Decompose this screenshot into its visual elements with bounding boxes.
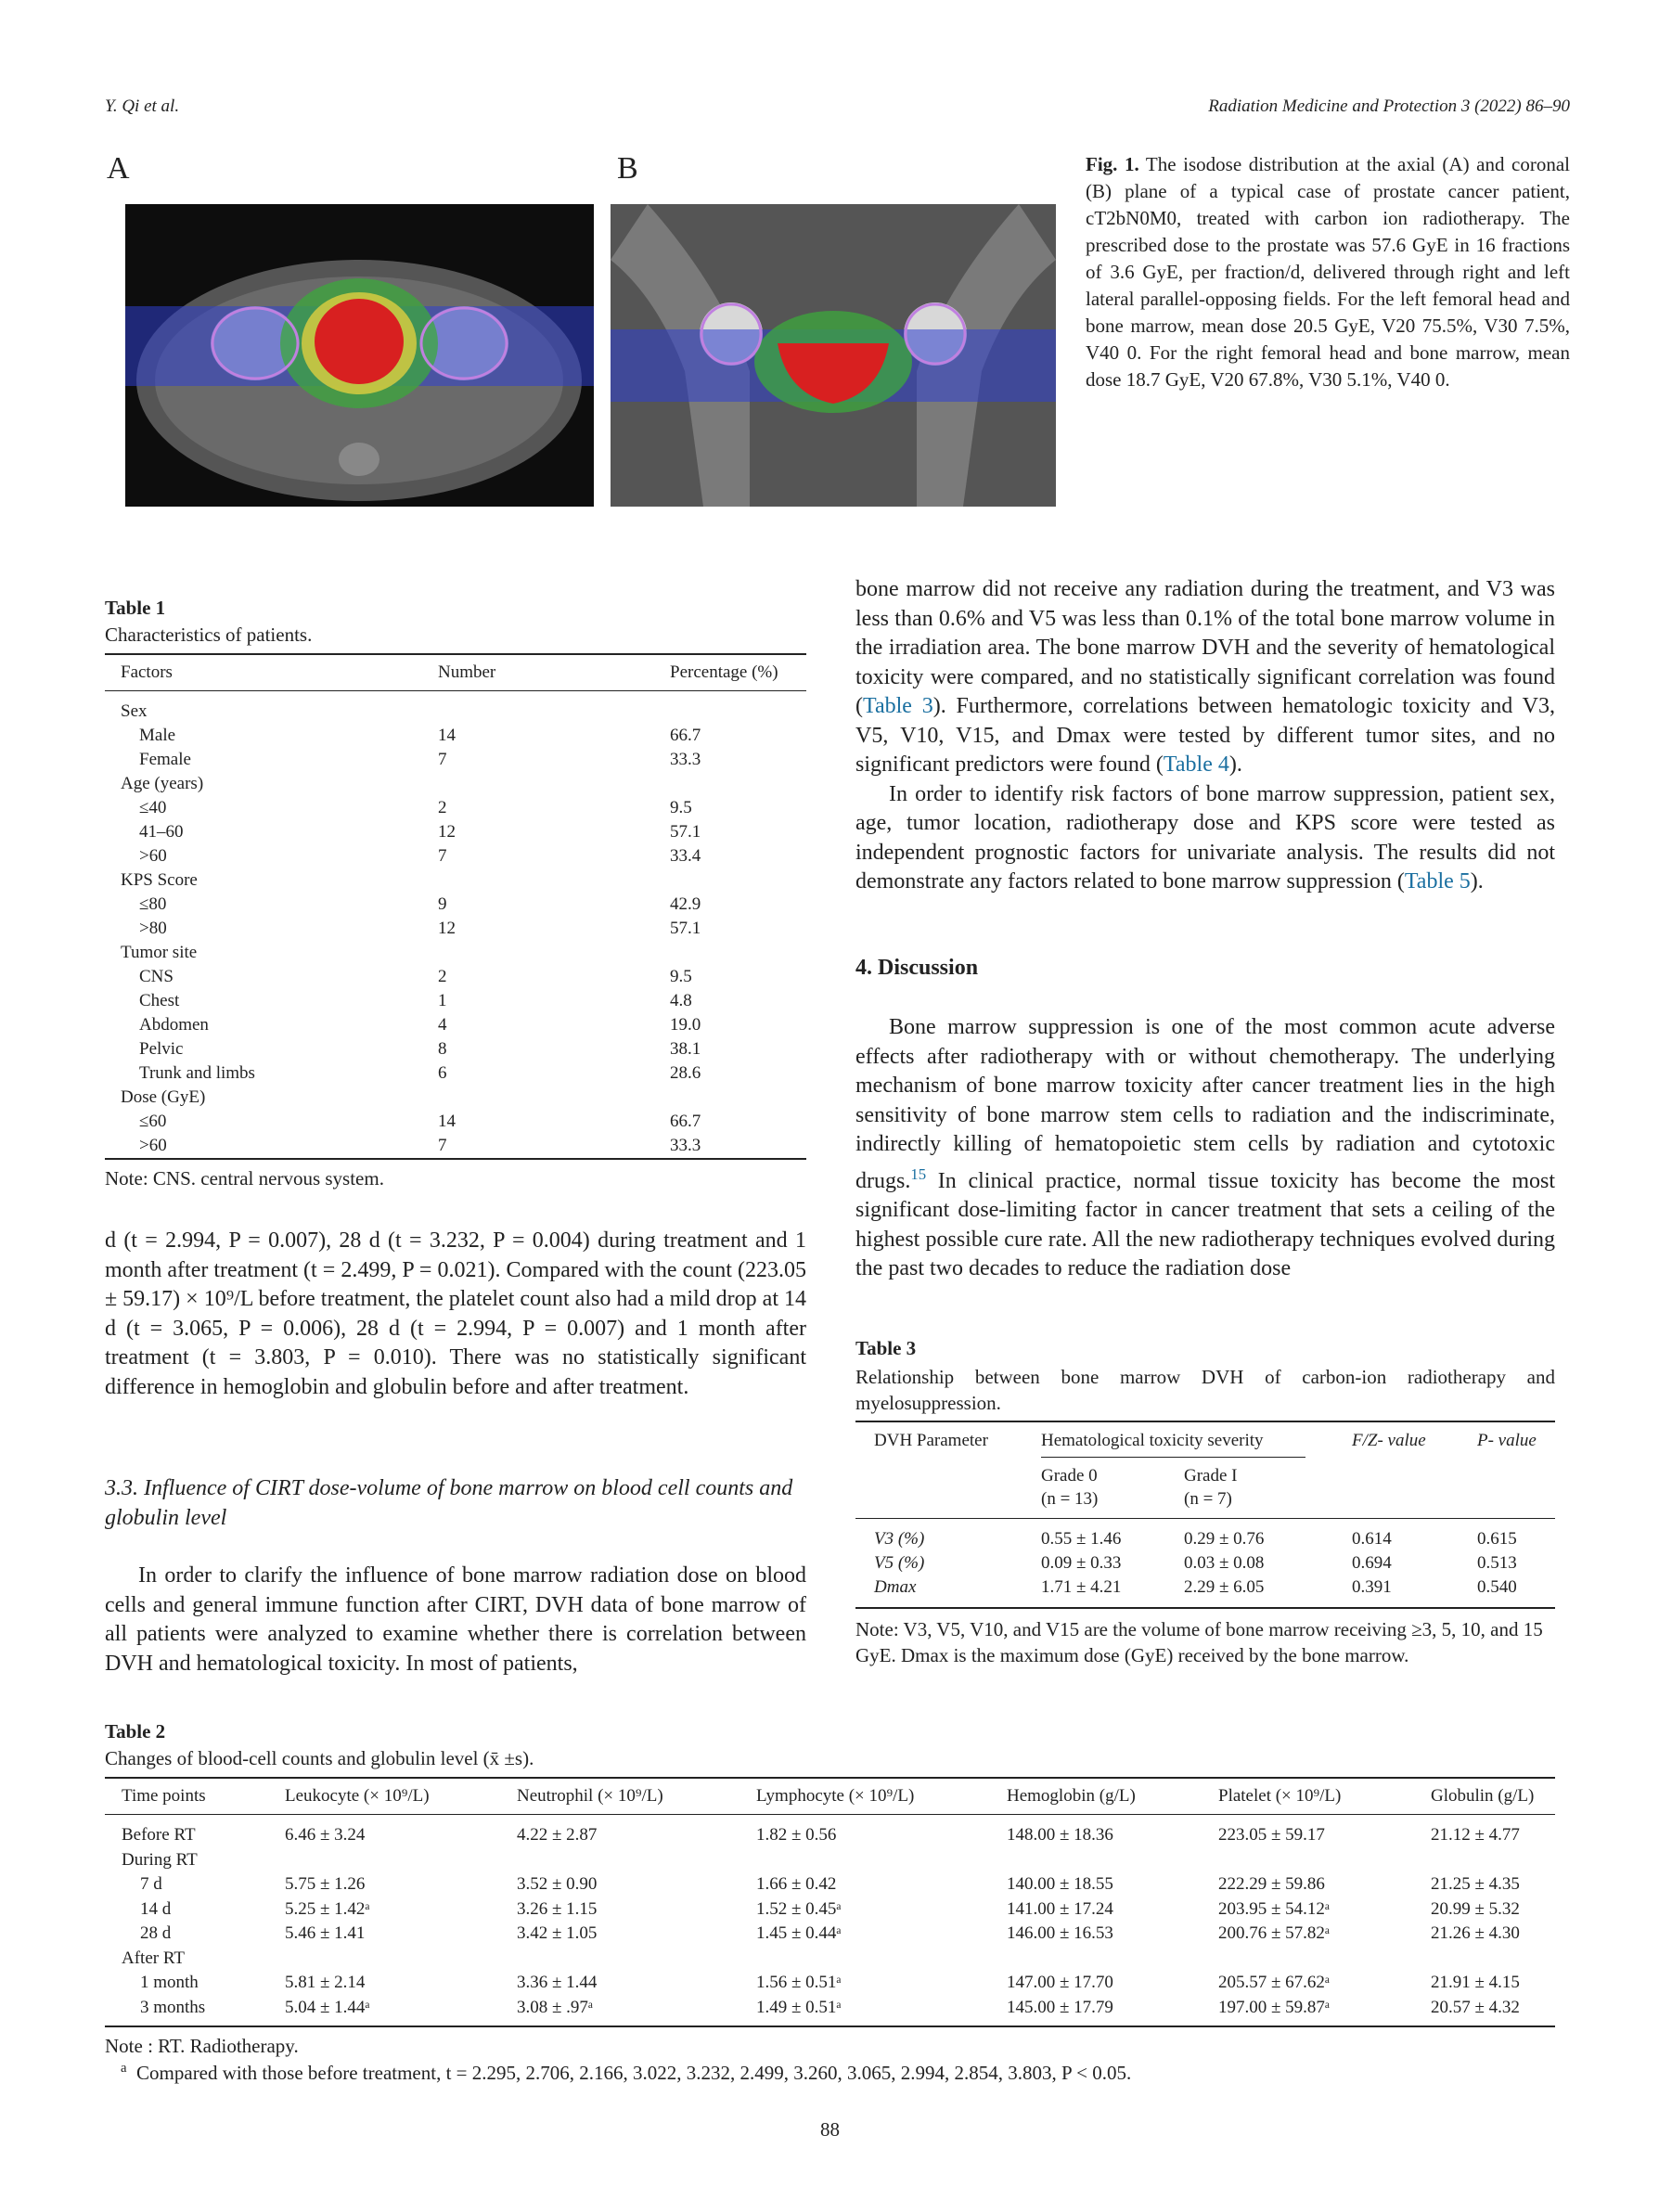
table1-cell: ≤60 <box>139 1112 167 1131</box>
table1-cell: 12 <box>438 822 456 842</box>
table2-rule-header <box>105 1814 1555 1815</box>
table1-cell: Male <box>139 726 176 745</box>
table1-cell: 14 <box>438 726 456 745</box>
table1-cell: 66.7 <box>670 726 701 745</box>
table2-cell: After RT <box>122 1948 185 1968</box>
table2-cell: 5.04 ± 1.44ᵃ <box>285 1997 370 2017</box>
right-p1-text-a: bone marrow did not receive any radiation during the treatment, and V3 was less than 0.6% and V5 was less than 0.1% of the total bone marrow volume in the irradiation area. The bone marrow DVH and the severity of hematological toxicity were compared, and no statistically significant correlation was found ( <box>855 577 1555 718</box>
table2-cell: 147.00 ± 17.70 <box>1007 1973 1113 1992</box>
table3-cell: 0.29 ± 0.76 <box>1184 1529 1265 1549</box>
right-paragraph-3-block <box>855 1013 1555 1284</box>
table2-cell: 200.76 ± 57.82ᵃ <box>1218 1923 1331 1943</box>
table2-cell: 146.00 ± 16.53 <box>1007 1923 1113 1943</box>
table1-cell: CNS <box>139 967 174 986</box>
table3-rule-header <box>855 1518 1555 1519</box>
table2-cell: 1 month <box>140 1973 199 1992</box>
table2-cell: 141.00 ± 17.24 <box>1007 1898 1113 1919</box>
table2-header-cell: Neutrophil (× 10⁹/L) <box>517 1786 663 1806</box>
table1-cell: 1 <box>438 991 447 1010</box>
right-p3-text-a: Bone marrow suppression is one of the most common acute adverse effects after radiotherapy with or without chemotherapy. The underlying mechanism of bone marrow toxicity after cancer treatment lies in the high sensitivity of bone marrow stem cells to radiation and the indiscriminate, indirectly killing of hematopoietic stem cells by radiation and cytotoxic drugs. <box>855 1015 1555 1193</box>
right-column-text <box>855 575 1555 897</box>
table1-cell: 7 <box>438 750 447 769</box>
table2-cell: 5.81 ± 2.14 <box>285 1973 366 1992</box>
table1-cell: ≤80 <box>139 894 167 914</box>
table1-cell: 2 <box>438 798 447 817</box>
table1-note: Note: CNS. central nervous system. <box>105 1167 384 1190</box>
table3-cell: 0.55 ± 1.46 <box>1041 1529 1122 1549</box>
table3-cell: 0.540 <box>1477 1577 1517 1597</box>
table2-note-2-text: Compared with those before treatment, t = 2.295, 2.706, 2.166, 3.022, 3.232, 2.499, 3.260, 3.065, 2.994, 2.854, 3.803, P < 0.05. <box>136 2062 1132 2084</box>
table2-cell: 1.45 ± 0.44ᵃ <box>756 1923 842 1943</box>
table3-cell: 1.71 ± 4.21 <box>1041 1577 1122 1597</box>
reference-15-link[interactable]: 15 <box>910 1164 927 1183</box>
right-paragraph-1 <box>855 575 1555 780</box>
table2-cell: 145.00 ± 17.79 <box>1007 1997 1113 2017</box>
table3-rule-bottom <box>855 1607 1555 1609</box>
table2-cell: 5.25 ± 1.42ᵃ <box>285 1898 370 1919</box>
table4-link[interactable]: Table 4 <box>1163 752 1229 777</box>
table3-title: Table 3 <box>855 1337 917 1359</box>
panel-label-a: A <box>107 151 130 186</box>
table1-cell: Tumor site <box>121 943 198 962</box>
table3-cell: 0.09 ± 0.33 <box>1041 1553 1122 1573</box>
running-head-journal: Radiation Medicine and Protection 3 (2022) 86–90 <box>1208 96 1570 116</box>
table3-rule-top <box>855 1421 1555 1422</box>
table3-cell: 0.513 <box>1477 1553 1517 1573</box>
table2-cell: 140.00 ± 18.55 <box>1007 1874 1113 1894</box>
table1-cell: 14 <box>438 1112 456 1131</box>
table1-cell: 9 <box>438 894 447 914</box>
left-paragraph-2-block <box>105 1562 806 1678</box>
table2-subtitle: Changes of blood-cell counts and globulin level (x̄ ±s). <box>105 1747 534 1769</box>
table1-cell: 33.4 <box>670 846 701 866</box>
table2-cell: 1.56 ± 0.51ᵃ <box>756 1973 842 1992</box>
table2-header-cell: Globulin (g/L) <box>1431 1786 1535 1806</box>
table2-header-cell: Leukocyte (× 10⁹/L) <box>285 1786 430 1806</box>
table2-header-cell: Time points <box>122 1786 206 1806</box>
running-head-authors: Y. Qi et al. <box>105 96 180 116</box>
section-4-heading: 4. Discussion <box>855 956 979 980</box>
table5-link[interactable]: Table 5 <box>1404 869 1471 894</box>
page-number: 88 <box>820 2118 840 2141</box>
table2-cell: 28 d <box>140 1923 172 1943</box>
table2-cell: 3.08 ± .97ᵃ <box>517 1997 594 2017</box>
table1-cell: 57.1 <box>670 919 701 938</box>
table1-cell: ≤40 <box>139 798 167 817</box>
table1-cell: 4.8 <box>670 991 692 1010</box>
table3-cell: 0.03 ± 0.08 <box>1184 1553 1265 1573</box>
table2-cell: 203.95 ± 54.12ᵃ <box>1218 1898 1331 1919</box>
table1-cell: Dose (GyE) <box>121 1087 206 1107</box>
table1-cell: 7 <box>438 846 447 866</box>
table2-cell: 1.52 ± 0.45ᵃ <box>756 1898 842 1919</box>
table1-title: Table 1 <box>105 597 166 619</box>
figure-caption <box>1086 151 1570 393</box>
table2-cell: 21.26 ± 4.30 <box>1431 1923 1520 1943</box>
table1-cell: Sex <box>121 701 148 721</box>
figure-caption-label: Fig. 1. <box>1086 153 1139 175</box>
table3-subtitle: Relationship between bone marrow DVH of carbon-ion radiotherapy and myelosuppression. <box>855 1366 1555 1414</box>
table1-cell: 33.3 <box>670 750 701 769</box>
table2-rule-bottom <box>105 2026 1555 2027</box>
table1-header-cell: Percentage (%) <box>670 662 778 682</box>
table2-cell: 3.26 ± 1.15 <box>517 1898 598 1919</box>
table2-cell: 148.00 ± 18.36 <box>1007 1825 1113 1845</box>
table1-cell: 57.1 <box>670 822 701 842</box>
table1-cell: 33.3 <box>670 1136 701 1155</box>
table1-cell: 28.6 <box>670 1063 701 1083</box>
table3-header-group: Hematological toxicity severity <box>1041 1431 1264 1450</box>
table2-cell: 205.57 ± 67.62ᵃ <box>1218 1973 1331 1992</box>
table1-cell: 9.5 <box>670 798 692 817</box>
table2-title: Table 2 <box>105 1720 166 1743</box>
table1-cell: 9.5 <box>670 967 692 986</box>
table1-cell: Age (years) <box>121 774 204 793</box>
table1-header-cell: Number <box>438 662 496 682</box>
table3-cell: 0.614 <box>1352 1529 1392 1549</box>
table2-cell: During RT <box>122 1849 198 1870</box>
table1-cell: 4 <box>438 1015 447 1035</box>
table2-cell: 6.46 ± 3.24 <box>285 1825 366 1845</box>
table3-grade0-n: (n = 13) <box>1041 1489 1099 1509</box>
table2-cell: 21.91 ± 4.15 <box>1431 1973 1520 1992</box>
right-paragraph-2 <box>855 780 1555 897</box>
right-paragraph-3 <box>855 1013 1555 1284</box>
table2-cell: 21.25 ± 4.35 <box>1431 1874 1520 1894</box>
table3-grade1: Grade I <box>1184 1466 1238 1485</box>
table2-cell: 197.00 ± 59.87ᵃ <box>1218 1997 1331 2017</box>
section-3-3-heading: 3.3. Influence of CIRT dose-volume of bone marrow on blood cell counts and globulin level <box>105 1476 793 1530</box>
left-column-text <box>105 1227 806 1402</box>
table1-cell: KPS Score <box>121 870 198 890</box>
table2-header-cell: Hemoglobin (g/L) <box>1007 1786 1136 1806</box>
table1-cell: 2 <box>438 967 447 986</box>
table1-cell: 6 <box>438 1063 447 1083</box>
table1-cell: Pelvic <box>139 1039 184 1059</box>
table2-header-cell: Platelet (× 10⁹/L) <box>1218 1786 1342 1806</box>
table1-cell: 7 <box>438 1136 447 1155</box>
table1-cell: Chest <box>139 991 180 1010</box>
panel-label-b: B <box>617 151 638 186</box>
table3-link[interactable]: Table 3 <box>863 694 933 718</box>
table2-cell: 3.36 ± 1.44 <box>517 1973 598 1992</box>
table3-grade1-n: (n = 7) <box>1184 1489 1232 1509</box>
table2-cell: 3.52 ± 0.90 <box>517 1874 598 1894</box>
table2-cell: 1.82 ± 0.56 <box>756 1825 837 1845</box>
right-p2-text-a: In order to identify risk factors of bone marrow suppression, patient sex, age, tumor location, radiotherapy dose and KPS score were tested as independent prognostic factors for univariate analysis. The results did not demonstrate any factors related to bone marrow suppression ( <box>855 781 1555 894</box>
table2-note-1: Note : RT. Radiotherapy. <box>105 2035 299 2057</box>
table2-cell: Before RT <box>122 1825 196 1845</box>
table3-cell: 0.615 <box>1477 1529 1517 1549</box>
table3-cell: V3 (%) <box>874 1529 925 1549</box>
table2-cell: 1.66 ± 0.42 <box>756 1874 837 1894</box>
right-p1-text-b: ). Furthermore, correlations between hematologic toxicity and V3, V5, V10, V15, and Dmax were tested by different tumor sites, and no significant predictors were found ( <box>855 694 1555 777</box>
table1-rule-bottom <box>105 1158 806 1160</box>
table2-cell: 14 d <box>140 1898 172 1919</box>
table1-subtitle: Characteristics of patients. <box>105 624 313 646</box>
axial-ct-image <box>125 204 594 507</box>
table1-cell: 42.9 <box>670 894 701 914</box>
table1-cell: Female <box>139 750 191 769</box>
table2-cell: 20.57 ± 4.32 <box>1431 1997 1520 2017</box>
table3-header-param: DVH Parameter <box>874 1431 988 1450</box>
table3-header-f: F/Z- value <box>1352 1431 1426 1450</box>
table2-cell: 3 months <box>140 1997 206 2017</box>
table1-rule-top <box>105 653 806 655</box>
table2-cell: 222.29 ± 59.86 <box>1218 1874 1325 1894</box>
table2-note-2 <box>121 2061 1131 2085</box>
table2-rule-top <box>105 1777 1555 1779</box>
table2-cell: 223.05 ± 59.17 <box>1218 1825 1325 1845</box>
table1-cell: 12 <box>438 919 456 938</box>
table3-cell: V5 (%) <box>874 1553 925 1573</box>
table1-cell: 66.7 <box>670 1112 701 1131</box>
table3-cell: Dmax <box>874 1577 917 1597</box>
table2-cell: 21.12 ± 4.77 <box>1431 1825 1520 1845</box>
table2-note-2-mark: a <box>121 2061 127 2076</box>
right-p1-text-c: ). <box>1228 752 1242 777</box>
table3-cell: 0.391 <box>1352 1577 1392 1597</box>
left-paragraph-1: d (t = 2.994, P = 0.007), 28 d (t = 3.232, P = 0.004) during treatment and 1 month after treatment (t = 2.499, P = 0.021). Compared with the count (223.05 ± 59.17) × 10⁹/L before treatment, the platelet count also had a mild drop at 14 d (t = 3.065, P = 0.006), 28 d (t = 2.994, P = 0.007) and 1 month after treatment (t = 3.803, P = 0.010). There was no statistically significant difference in hemoglobin and globulin before and after treatment. <box>105 1228 806 1399</box>
table1-cell: 8 <box>438 1039 447 1059</box>
figure-caption-text: The isodose distribution at the axial (A) and coronal (B) plane of a typical case of prostate cancer patient, cT2bN0M0, treated with carbon ion radiotherapy. The prescribed dose to the prostate was 57.6 GyE in 16 fractions of 3.6 GyE, per fraction/d, delivered through right and left lateral parallel-opposing fields. For the left femoral head and bone marrow, mean dose 20.5 GyE, V20 75.5%, V30 7.5%, V40 0. For the right femoral head and bone marrow, mean dose 18.7 GyE, V20 67.8%, V30 5.1%, V40 0. <box>1086 153 1570 391</box>
table3-rule-group <box>1041 1457 1305 1458</box>
table3-cell: 2.29 ± 6.05 <box>1184 1577 1265 1597</box>
table1-cell: 19.0 <box>670 1015 701 1035</box>
left-paragraph-2: In order to clarify the influence of bone marrow radiation dose on blood cells and general immune function after CIRT, DVH data of bone marrow of all patients were analyzed to examine whether there is correlation between DVH and hematological toxicity. In most of patients, <box>105 1563 806 1676</box>
table1-cell: Abdomen <box>139 1015 209 1035</box>
table2-cell: 4.22 ± 2.87 <box>517 1825 598 1845</box>
table2-cell: 3.42 ± 1.05 <box>517 1923 598 1943</box>
table1-rule-header <box>105 690 806 691</box>
table3-note: Note: V3, V5, V10, and V15 are the volume of bone marrow receiving ≥3, 5, 10, and 15 GyE. Dmax is the maximum dose (GyE) received by the bone marrow. <box>855 1618 1543 1666</box>
table2-cell: 1.49 ± 0.51ᵃ <box>756 1997 842 2017</box>
table2-cell: 5.75 ± 1.26 <box>285 1874 366 1894</box>
table2-cell: 5.46 ± 1.41 <box>285 1923 366 1943</box>
table3-header-p: P- value <box>1477 1431 1537 1450</box>
table2-cell: 7 d <box>140 1874 162 1894</box>
table1-cell: Trunk and limbs <box>139 1063 255 1083</box>
right-p2-text-b: ). <box>1470 869 1484 894</box>
table3-cell: 0.694 <box>1352 1553 1392 1573</box>
table1-cell: 41–60 <box>139 822 184 842</box>
table1-header-cell: Factors <box>121 662 173 682</box>
table1-cell: 38.1 <box>670 1039 701 1059</box>
table2-cell: 20.99 ± 5.32 <box>1431 1898 1520 1919</box>
table1-cell: >60 <box>139 1136 167 1155</box>
table2-header-cell: Lymphocyte (× 10⁹/L) <box>756 1786 915 1806</box>
coronal-ct-image <box>611 204 1056 507</box>
table3-grade0: Grade 0 <box>1041 1466 1098 1485</box>
table1-cell: >60 <box>139 846 167 866</box>
right-p3-text-b: In clinical practice, normal tissue toxicity has become the most significant dose-limiting factor in cancer treatment that sets a ceiling of the highest possible cure rate. All the new radiotherapy techniques evolved during the past two decades to reduce the radiation dose <box>855 1168 1555 1280</box>
table1-cell: >80 <box>139 919 167 938</box>
